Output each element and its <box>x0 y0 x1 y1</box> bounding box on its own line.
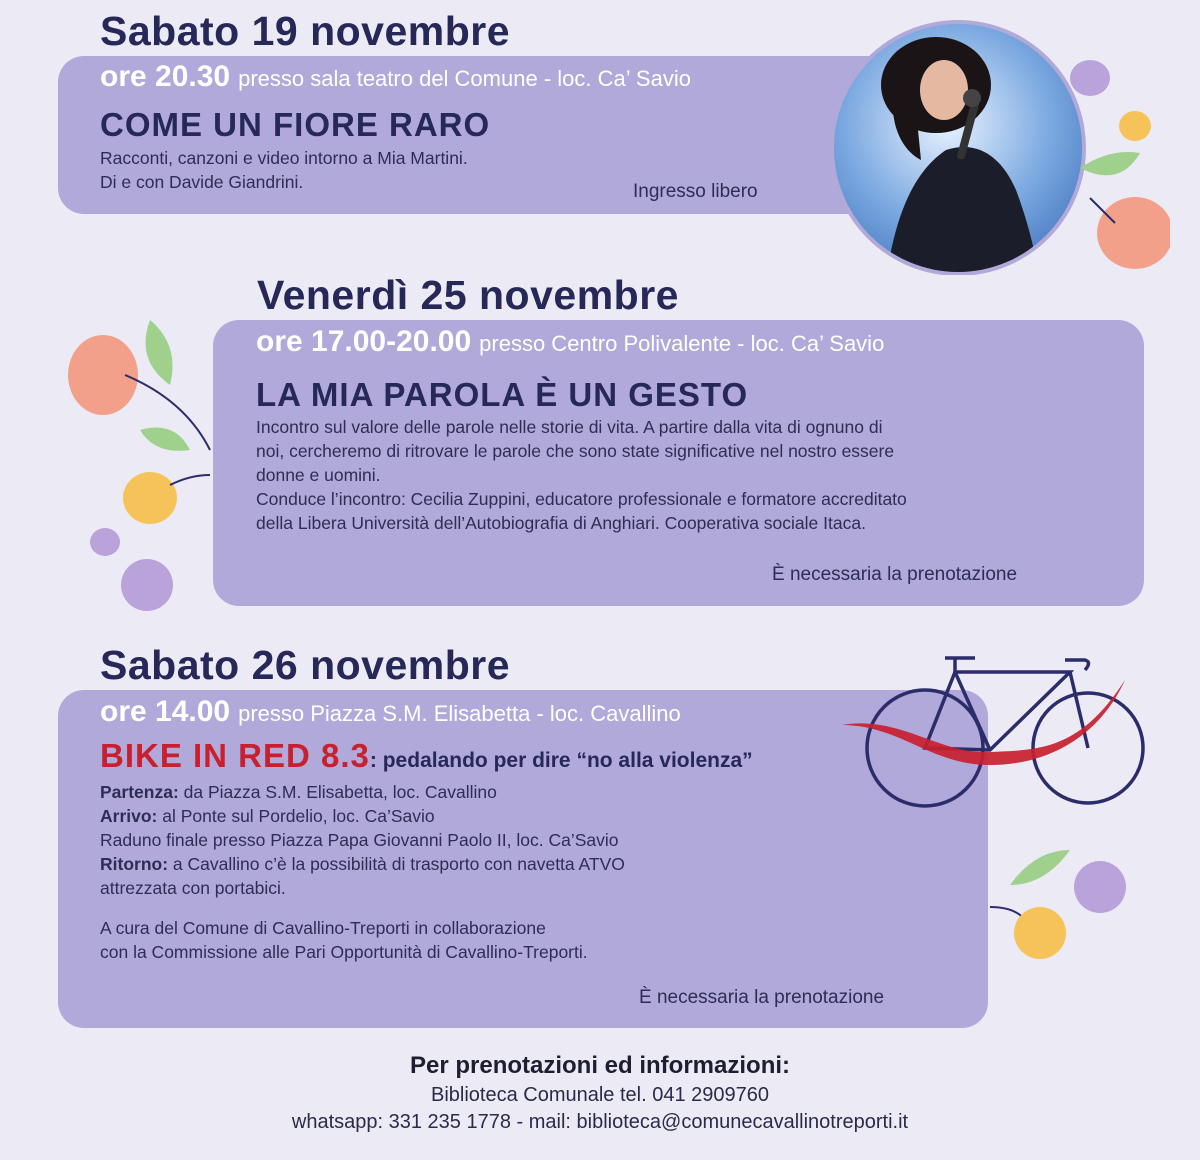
event-3-date: Sabato 26 novembre <box>100 642 511 688</box>
event-1-date: Sabato 19 novembre <box>100 8 511 54</box>
singer-photo <box>826 20 1096 275</box>
event-1-description <box>100 146 468 194</box>
flower-icon <box>1060 48 1170 288</box>
event-3-title <box>100 737 753 775</box>
event-2-date: Venerdì 25 novembre <box>257 272 679 318</box>
event-3-time: ore 14.00 <box>100 695 231 728</box>
event-2-note: È necessaria la prenotazione <box>772 564 1018 585</box>
detail-ritorno-2: attrezzata con portabici. <box>100 878 286 898</box>
event-2-time: ore 17.00-20.00 <box>256 325 472 358</box>
event-2-timeline <box>256 325 884 359</box>
event-2-description <box>256 415 907 535</box>
arrivo-label: Arrivo: <box>100 806 158 826</box>
event-2-title: LA MIA PAROLA È UN GESTO <box>256 376 749 413</box>
event-1-desc-line: Racconti, canzoni e video intorno a Mia Martini. <box>100 148 468 168</box>
event-2-desc-line: noi, cercheremo di ritrovare le parole che sono state significative nel nostro essere <box>256 441 895 461</box>
flower-icon <box>65 310 215 620</box>
event-1-desc-line: Di e con Davide Giandrini. <box>100 172 304 192</box>
event-2-desc-line: Incontro sul valore delle parole nelle storie di vita. A partire dalla vita di ognuno di <box>256 417 883 437</box>
partenza-label: Partenza: <box>100 782 179 802</box>
detail-raduno: Raduno finale presso Piazza Papa Giovanni Paolo II, loc. Ca’Savio <box>100 830 619 850</box>
footer-contacts: whatsapp: 331 235 1778 - mail: biblioteca@comunecavallinotreporti.it <box>291 1111 909 1133</box>
event-2-desc-line: della Libera Università dell’Autobiografia di Anghiari. Cooperativa sociale Itaca. <box>256 513 866 533</box>
event-2-desc-line: donne e uomini. <box>256 465 381 485</box>
detail-cura-2: con la Commissione alle Pari Opportunità di Cavallino-Treporti. <box>100 942 588 962</box>
event-3-title-red: BIKE IN RED 8.3 <box>100 737 370 774</box>
detail-partenza <box>100 780 625 804</box>
event-2-place: presso Centro Polivalente - loc. Ca’ Savio <box>479 331 885 356</box>
detail-ritorno <box>100 852 625 876</box>
event-1-timeline <box>100 60 691 94</box>
event-1-note: Ingresso libero <box>633 181 758 202</box>
event-3-details <box>100 780 625 964</box>
footer-heading: Per prenotazioni ed informazioni: <box>409 1052 791 1079</box>
event-2-desc-line: Conduce l’incontro: Cecilia Zuppini, educatore professionale e formatore accreditato <box>256 489 907 509</box>
arrivo-value: al Ponte sul Pordelio, loc. Ca’Savio <box>157 806 435 826</box>
partenza-value: da Piazza S.M. Elisabetta, loc. Cavallino <box>178 782 497 802</box>
detail-cura-1: A cura del Comune di Cavallino-Treporti in collaborazione <box>100 918 546 938</box>
ritorno-label: Ritorno: <box>100 854 169 874</box>
ritorno-value: a Cavallino c’è la possibilità di trasporto con navetta ATVO <box>168 854 625 874</box>
flower-icon <box>985 845 1135 965</box>
event-3-note: È necessaria la prenotazione <box>639 987 885 1008</box>
event-1-title: COME UN FIORE RARO <box>100 106 491 143</box>
event-1-time: ore 20.30 <box>100 60 231 93</box>
event-3-title-rest: : pedalando per dire “no alla violenza” <box>369 749 753 772</box>
event-3-timeline <box>100 695 681 729</box>
bicycle-icon <box>840 640 1150 820</box>
footer-library: Biblioteca Comunale tel. 041 2909760 <box>430 1084 770 1106</box>
detail-arrivo <box>100 804 625 828</box>
event-1-place: presso sala teatro del Comune - loc. Ca’ Savio <box>238 66 691 91</box>
event-3-place: presso Piazza S.M. Elisabetta - loc. Cavallino <box>238 701 681 726</box>
